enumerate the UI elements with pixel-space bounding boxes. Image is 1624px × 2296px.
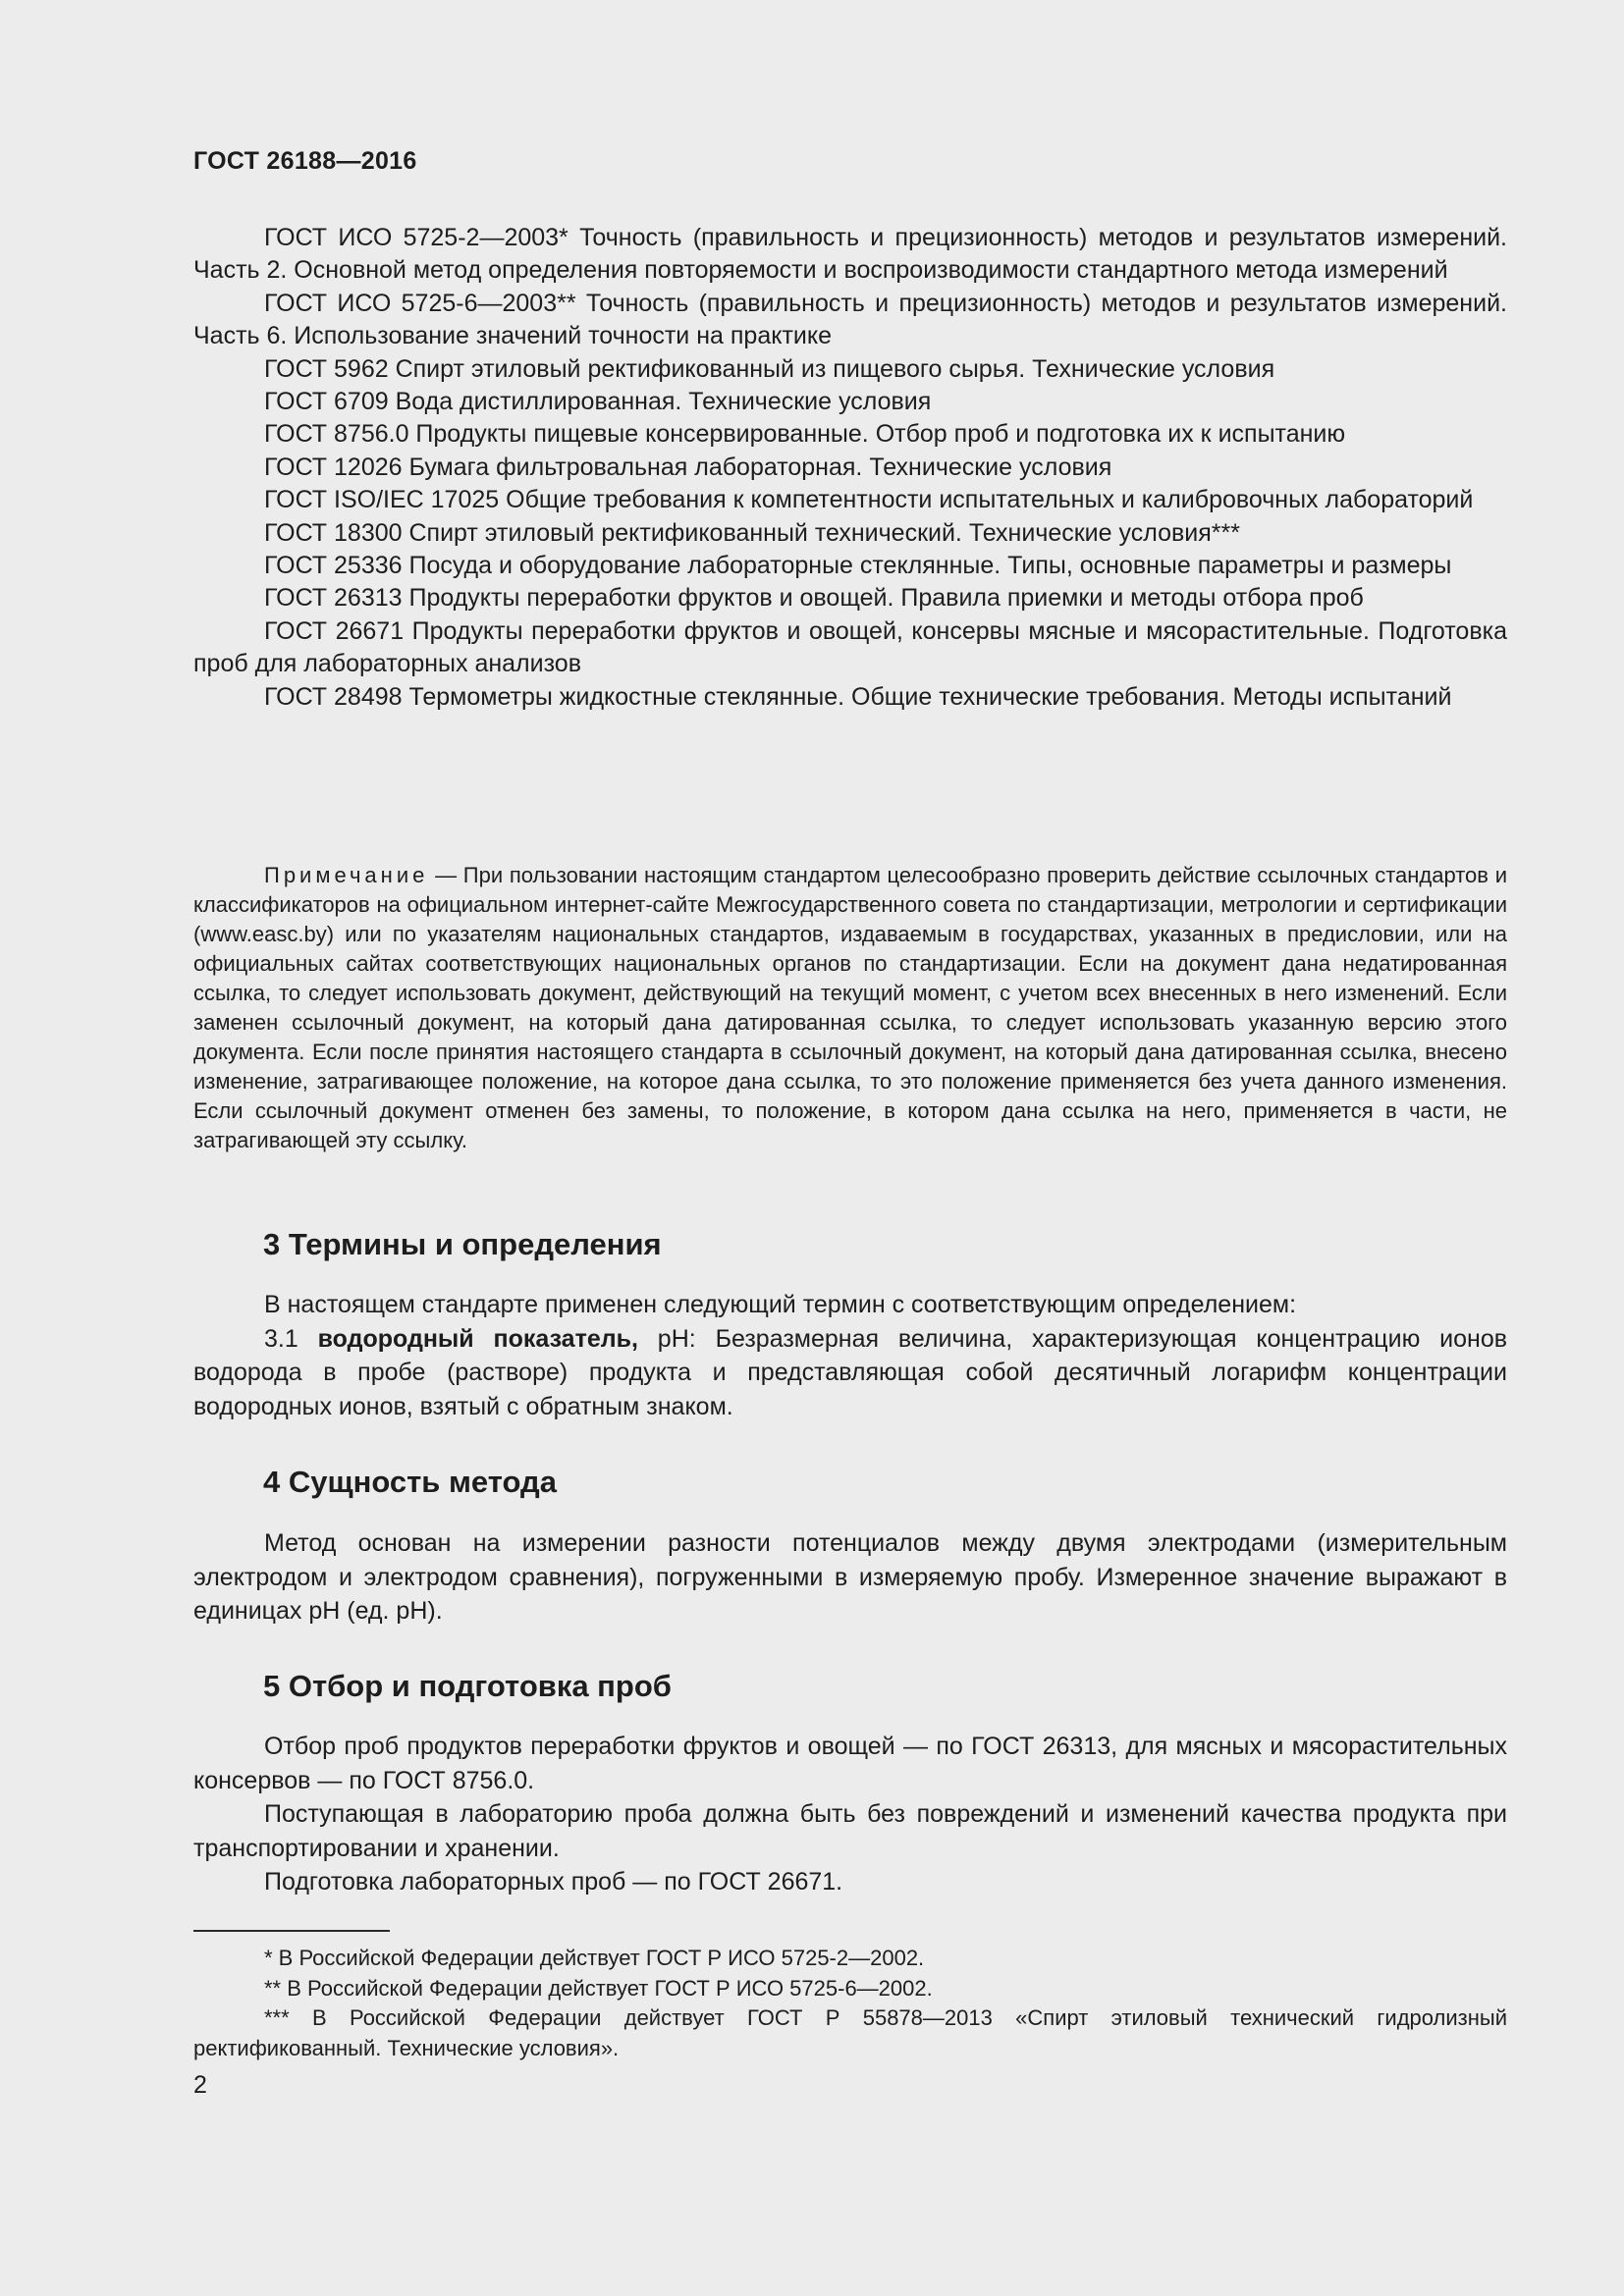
section-4-body (193, 1526, 1507, 1629)
reference-item: ГОСТ 18300 Спирт этиловый ректификованный технический. Технические условия*** (264, 518, 1240, 547)
document-header: ГОСТ 26188—2016 (193, 147, 417, 175)
footnote-item: *** В Российской Федерации действует ГОСТ Р 55878—2013 «Спирт этиловый технический гидролизный ректификованный. Технические условия». (193, 2005, 1507, 2060)
section-5-title: 5 Отбор и подготовка проб (263, 1669, 672, 1703)
footnotes (193, 1944, 1507, 2063)
reference-item: ГОСТ 5962 Спирт этиловый ректификованный из пищевого сырья. Технические условия (264, 354, 1275, 383)
reference-item: ГОСТ 26313 Продукты переработки фруктов и овощей. Правила приемки и методы отбора проб (264, 584, 1364, 613)
reference-item: ГОСТ 26671 Продукты переработки фруктов и овощей, консервы мясные и мясорастительные. Подготовка проб для лабораторных анализов (193, 616, 1507, 678)
reference-item: ГОСТ 25336 Посуда и оборудование лабораторные стеклянные. Типы, основные параметры и размеры (264, 552, 1452, 580)
term-symbol: pH: (657, 1324, 696, 1353)
section-5-paragraph: Поступающая в лабораторию проба должна быть без повреждений и изменений качества продукта при транспортировании и хранении. (193, 1800, 1507, 1862)
reference-item: ГОСТ 6709 Вода дистиллированная. Технические условия (264, 388, 932, 416)
reference-item: ГОСТ 28498 Термометры жидкостные стеклянные. Общие технические требования. Методы испытаний (264, 682, 1452, 711)
section-4-text: Метод основан на измерении разности потенциалов между двумя электродами (измерительным электродом и электродом сравнения), погруженными в измеряемую пробу. Измеренное значение выражают в единицах pH (ед. pH). (193, 1529, 1507, 1625)
note-text: — При пользовании настоящим стандартом целесообразно проверить действие ссылочных стандартов и классификаторов на официальном интернет-сайте Межгосударственного совета по стандартизации, метрологии и сертификации (www.easc.by) или по указателям национальных стандартов, издаваемым в государствах, указанных в предисловии, или на официальных сайтах соответствующих национальных органов по стандартизации. Если на документ дана недатированная ссылка, то следует использовать документ, действующий на текущий момент, с учетом всех внесенных в него изменений. Если заменен ссылочный документ, на который дана датированная ссылка, то следует использовать указанную версию этого документа. Если после принятия настоящего стандарта в ссылочный документ, на который дана датированная ссылка, внесено изменение, затрагивающее положение, на которое дана ссылка, то это положение применяется без учета данного изменения. Если ссылочный документ отменен без замены, то положение, в котором дана ссылка на него, применяется в части, не затрагивающей эту ссылку. (193, 863, 1507, 1152)
page-number: 2 (193, 2071, 207, 2099)
normative-references-list (193, 222, 1507, 714)
note-label: Примечание (264, 863, 429, 887)
reference-item: ГОСТ ISO/IEC 17025 Общие требования к компетентности испытательных и калибровочных лабораторий (264, 486, 1474, 514)
section-5-body (193, 1730, 1507, 1899)
footnote-item: * В Российской Федерации действует ГОСТ Р ИСО 5725-2—2002. (264, 1946, 925, 1970)
reference-item: ГОСТ ИСО 5725-6—2003** Точность (правильность и прецизионность) методов и результатов измерений. Часть 6. Использование значений точности на практике (193, 289, 1507, 350)
term-name: водородный показатель, (317, 1324, 638, 1353)
section-4-title: 4 Сущность метода (263, 1465, 557, 1499)
section-5-paragraph: Отбор проб продуктов переработки фруктов и овощей — по ГОСТ 26313, для мясных и мясорастительных консервов — по ГОСТ 8756.0. (193, 1733, 1507, 1794)
term-definition (193, 1322, 1507, 1424)
term-text: Безразмерная величина, характеризующая концентрацию ионов водорода в пробе (растворе) продукта и представляющая собой десятичный логарифм концентрации водородных ионов, взятый с обратным знаком. (193, 1324, 1508, 1420)
reference-item: ГОСТ 12026 Бумага фильтровальная лабораторная. Технические условия (264, 453, 1112, 481)
section-5-paragraph: Подготовка лабораторных проб — по ГОСТ 26671. (264, 1868, 843, 1896)
footnote-item: ** В Российской Федерации действует ГОСТ Р ИСО 5725-6—2002. (264, 1975, 933, 2001)
footnote-divider (193, 1930, 390, 1932)
term-number: 3.1 (264, 1324, 298, 1353)
section-3-title: 3 Термины и определения (263, 1227, 662, 1261)
section-3-intro: В настоящем стандарте применен следующий термин с соответствующим определением: (264, 1291, 1297, 1318)
reference-item: ГОСТ 8756.0 Продукты пищевые консервированные. Отбор проб и подготовка их к испытанию (264, 420, 1346, 449)
note-block (193, 861, 1507, 1155)
reference-item: ГОСТ ИСО 5725-2—2003* Точность (правильность и прецизионность) методов и результатов измерений. Часть 2. Основной метод определения повторяемости и воспроизводимости стандартного метода измерений (193, 224, 1507, 285)
section-3-body (193, 1288, 1507, 1423)
